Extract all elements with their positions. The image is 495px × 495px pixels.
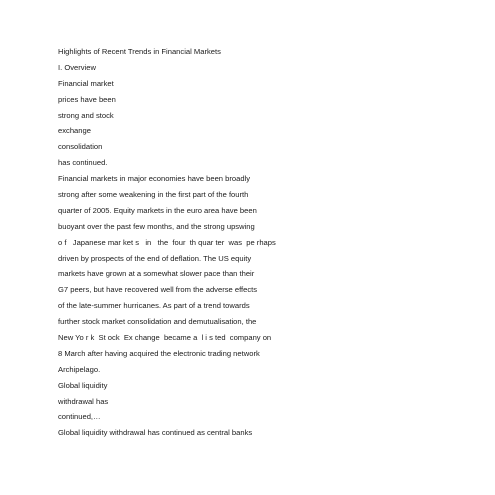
body-text-line: 8 March after having acquired the electronic trading network [58,348,260,358]
body-text-line: Global liquidity withdrawal has continued as central banks [58,428,253,438]
sidebar-note-line: consolidation [58,142,103,152]
body-text-line: further stock market consolidation and demutualisation, the [58,317,257,327]
sidebar-note-line: continued,… [58,412,101,422]
sidebar-note-line: Financial market [58,78,114,88]
body-text-line: markets have grown at a somewhat slower pace than their [58,269,255,279]
body-text-line: o f Japanese mar ket s in the four th quar ter was pe rhaps [58,237,276,247]
sidebar-note-line: withdrawal has [58,396,109,406]
body-text-line: strong after some weakening in the first part of the fourth [58,190,249,200]
body-text-line: buoyant over the past few months, and the strong upswing [58,221,255,231]
section-heading: I. Overview [58,62,96,72]
sidebar-note-line: has continued. [58,158,108,168]
sidebar-note-line: Global liquidity [58,380,108,390]
sidebar-note-line: prices have been [58,94,116,104]
body-text-line: Archipelago. [58,364,101,374]
body-text-line: New Yo r k St ock Ex change became a l i s ted company on [58,333,272,343]
body-text-line: quarter of 2005. Equity markets in the euro area have been [58,205,257,215]
body-text-line: driven by prospects of the end of deflation. The US equity [58,253,252,263]
body-text-line: Financial markets in major economies have been broadly [58,174,251,184]
body-text-line: G7 peers, but have recovered well from the adverse effects [58,285,258,295]
document-text [58,44,468,441]
body-text-line: of the late-summer hurricanes. As part of a trend towards [58,301,250,311]
sidebar-note-line: strong and stock [58,110,114,120]
sidebar-note-line: exchange [58,126,91,136]
document-title: Highlights of Recent Trends in Financial Markets [58,47,221,56]
